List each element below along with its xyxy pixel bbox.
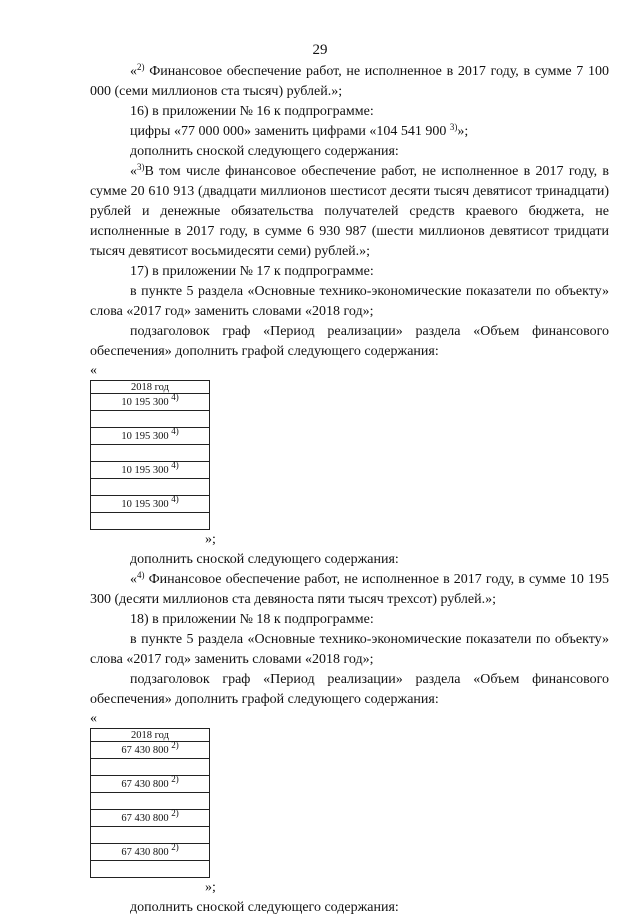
add-footnote-paragraph: дополнить сноской следующего содержания: — [130, 144, 399, 159]
table-2-value: 67 430 800 $^{2)}$ — [91, 810, 210, 827]
table-2 — [90, 728, 210, 878]
table-2-value: 67 430 800 $^{2)}$ — [91, 844, 210, 861]
table-2-value: 67 430 800 $^{2)}$ — [91, 776, 210, 793]
table-1 — [90, 380, 210, 530]
table-2-header: 2018 год — [91, 729, 210, 742]
table-1-value: 10 195 300 $^{4)}$ — [91, 428, 210, 445]
footnote-3-mark: 3) — [137, 162, 145, 172]
item-18-point-5: в пункте 5 раздела «Основные технико-экономические показатели по объекту» слова «2017 год» заменить словами «2018 год»; — [90, 632, 609, 667]
item-17-point-5: в пункте 5 раздела «Основные технико-экономические показатели по объекту» слова «2017 год» заменить словами «2018 год»; — [90, 284, 609, 319]
table-1-header: 2018 год — [91, 381, 210, 394]
document-body — [90, 62, 609, 918]
replace-digits-paragraph: цифры «77 000 000» заменить цифрами «104 541 900 $^{3)}$»; — [130, 122, 469, 139]
item-18-subheading: подзаголовок граф «Период реализации» раздела «Объем финансового обеспечения» дополнить графой следующего содержания: — [90, 672, 609, 707]
table-2-empty-row — [91, 759, 210, 776]
table-1-empty-row — [91, 479, 210, 496]
table-2-close-quote: »; — [205, 880, 216, 895]
footnote-3-paragraph: «$^{3)}$В том числе финансовое обеспечение работ, не исполненное в 2017 году, в сумме 20 610 913 (двадцати миллионов шестисот десяти тысяч девятисот тринадцати) рублей и денежные обязательства получателей средств краевого бюджета, не исполненные в 2017 году, в сумме 6 930 987 (шести миллионов девятисот тридцати тысяч девятисот восьмидесяти семи) рублей.»; — [90, 162, 609, 259]
table-1-close-quote: »; — [205, 532, 216, 547]
table-1-empty-row — [91, 411, 210, 428]
item-17-subheading: подзаголовок граф «Период реализации» раздела «Объем финансового обеспечения» дополнить графой следующего содержания: — [90, 324, 609, 359]
table-1-value: 10 195 300 $^{4)}$ — [91, 394, 210, 411]
item-18: 18) в приложении № 18 к подпрограмме: — [130, 612, 374, 627]
table-1-value: 10 195 300 $^{4)}$ — [91, 496, 210, 513]
footnote-2-paragraph: «$^{2)}$ Финансовое обеспечение работ, не исполненное в 2017 году, в сумме 7 100 000 (семи миллионов ста тысяч) рублей.»; — [90, 62, 609, 99]
page-number: 29 — [312, 42, 328, 58]
table-1-open-quote: « — [90, 363, 97, 378]
add-footnote-paragraph: дополнить сноской следующего содержания: — [130, 900, 399, 915]
table-1-value: 10 195 300 $^{4)}$ — [91, 462, 210, 479]
table-2-empty-row — [91, 793, 210, 810]
item-16: 16) в приложении № 16 к подпрограмме: — [130, 104, 374, 119]
table-2-empty-row — [91, 861, 210, 878]
table-1-empty-row — [91, 445, 210, 462]
table-2-open-quote: « — [90, 711, 97, 726]
footnote-4-mark: 4) — [137, 570, 145, 580]
table-2-value: 67 430 800 $^{2)}$ — [91, 742, 210, 759]
footnote-2-mark: 2) — [137, 62, 145, 72]
add-footnote-paragraph: дополнить сноской следующего содержания: — [130, 552, 399, 567]
table-2-empty-row — [91, 827, 210, 844]
item-17: 17) в приложении № 17 к подпрограмме: — [130, 264, 374, 279]
footnote-4-paragraph: «$^{4)}$ Финансовое обеспечение работ, не исполненное в 2017 году, в сумме 10 195 300 (десяти миллионов ста девяноста пяти тысяч трехсот) рублей.»; — [90, 570, 609, 607]
table-1-empty-row — [91, 513, 210, 530]
